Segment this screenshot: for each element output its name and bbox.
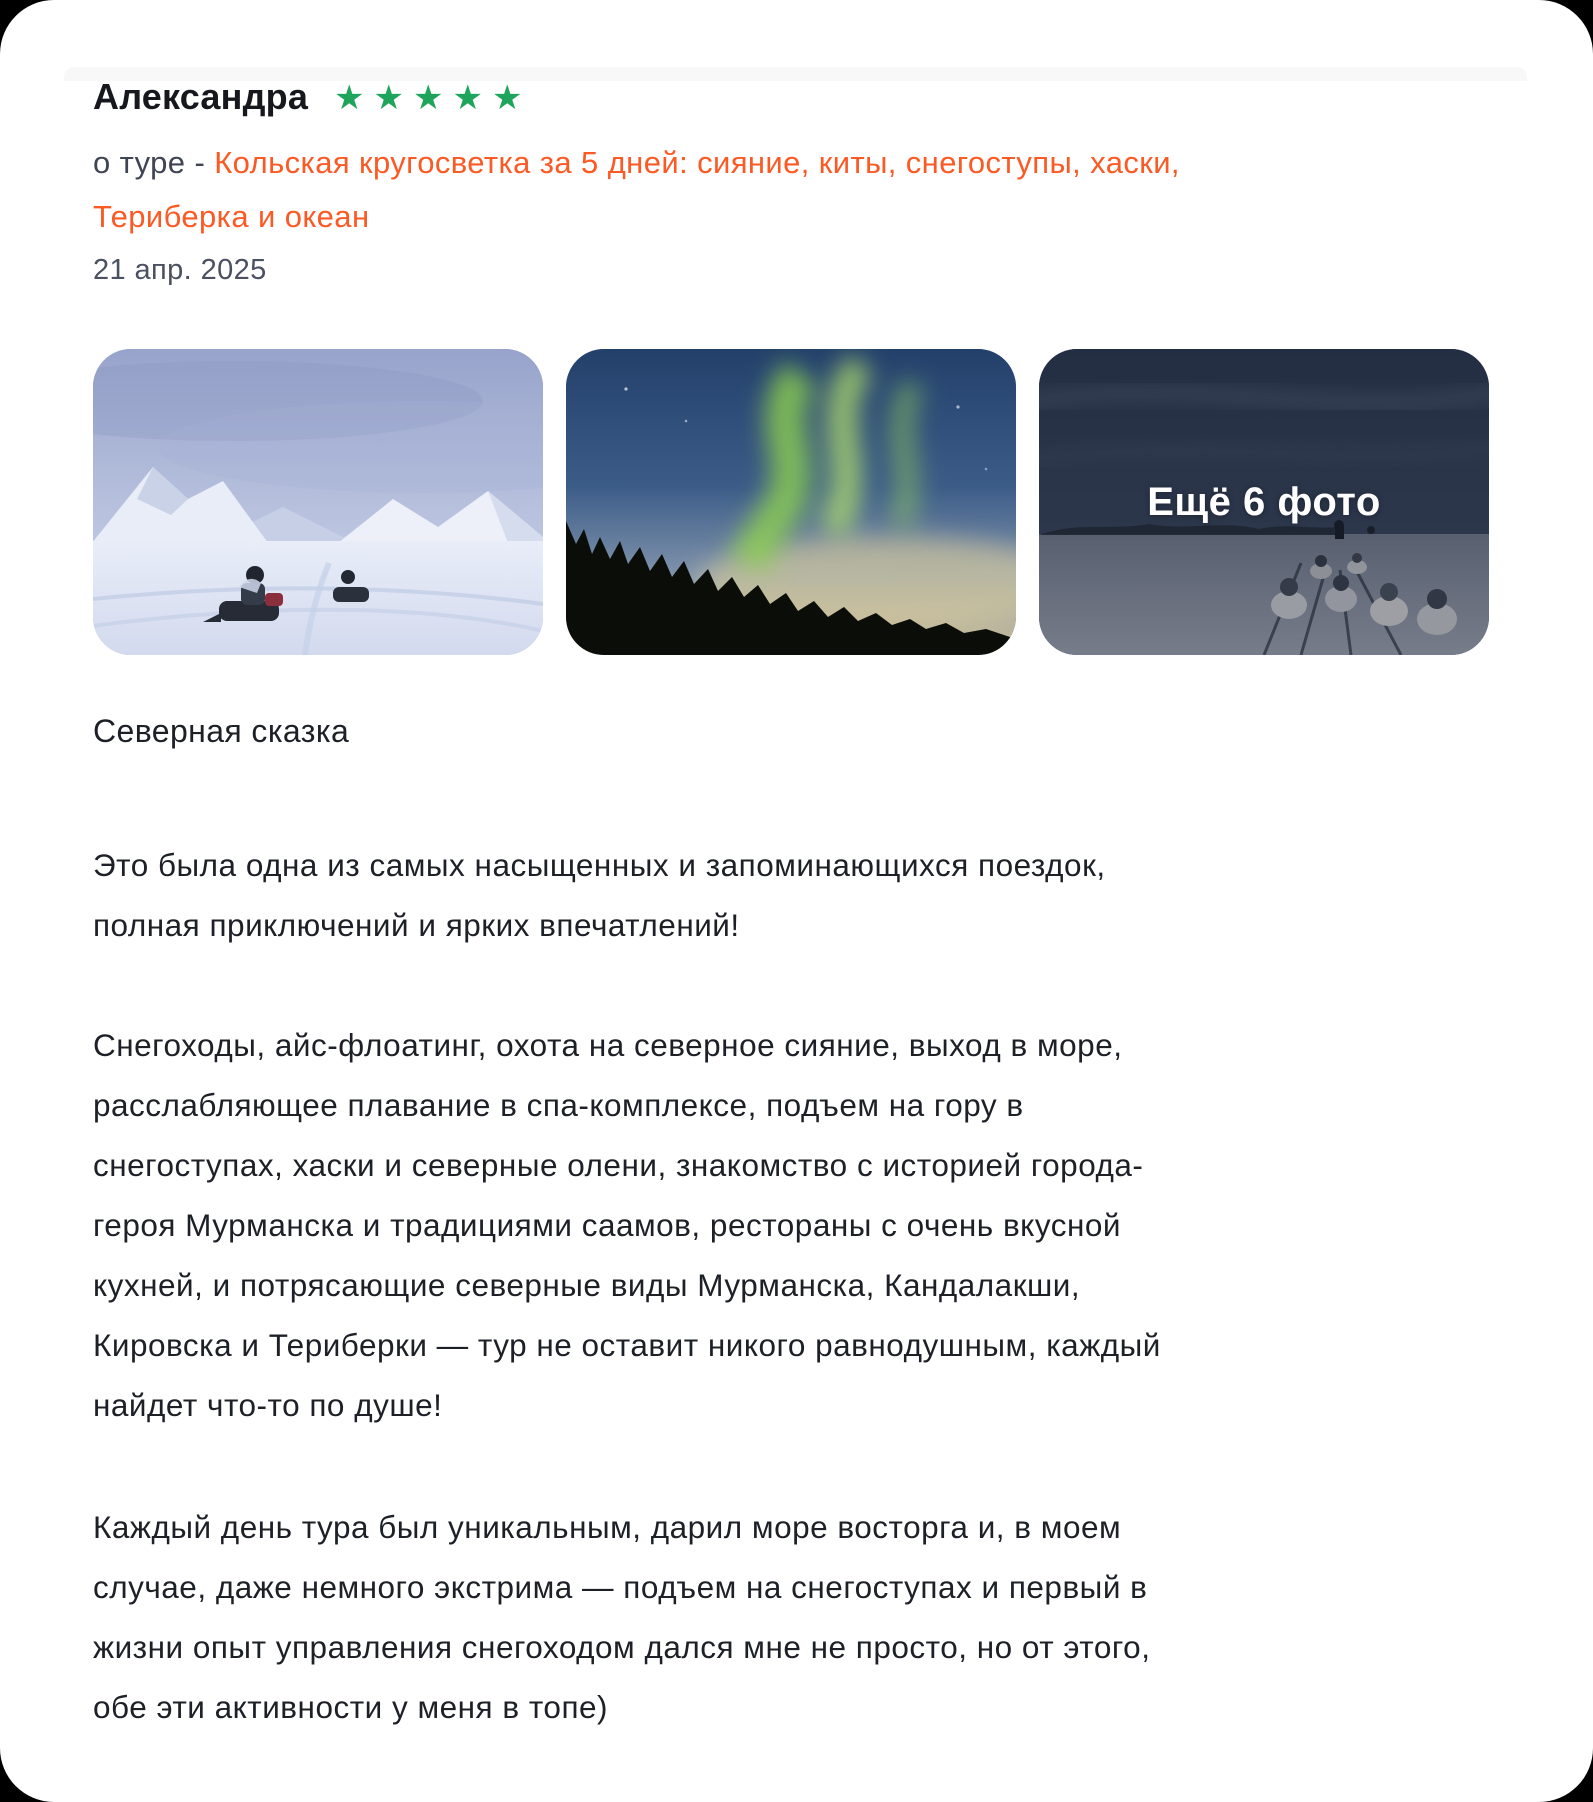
review-header xyxy=(93,0,1500,118)
reviewer-name: Александра xyxy=(93,76,309,117)
review-paragraph: Снегоходы, айс-флоатинг, охота на северное сияние, выход в море, расслабляющее плавание в спа-комплексе, подъем на гору в снегоступах, хаски и северные олени, знакомство с историей города-героя Мурманска и традициями саамов, рестораны с очень вкусной кухней, и потрясающие северные виды Мурманска, Кандалакши, Кировска и Териберки — тур не оставит никого равнодушным, каждый найдет что-то по душе! xyxy=(93,1027,1161,1423)
review-date: 21 апр. 2025 xyxy=(93,254,267,286)
review-paragraph: Это была одна из самых насыщенных и запоминающихся поездок, полная приключений и ярких впечатлений! xyxy=(93,847,1106,943)
review-title: Северная сказка xyxy=(93,713,350,749)
photo-northern-lights[interactable] xyxy=(566,349,1016,655)
photo-husky-sled-more[interactable] xyxy=(1039,349,1489,655)
rating-stars xyxy=(334,79,522,115)
star-icon: ★ xyxy=(373,79,405,117)
star-icon: ★ xyxy=(452,79,483,117)
snowmobiles-photo-illustration xyxy=(93,349,543,655)
star-icon: ★ xyxy=(334,79,365,117)
photo-gallery xyxy=(93,349,1500,655)
photo-snowmobiles[interactable] xyxy=(93,349,543,655)
star-icon: ★ xyxy=(491,79,523,117)
tour-link[interactable]: Кольская кругосветка за 5 дней: сияние, киты, снегоступы, хаски, Териберка и океан xyxy=(93,145,1180,234)
about-tour-label: о туре - xyxy=(93,145,215,180)
more-photos-label[interactable]: Ещё 6 фото xyxy=(1147,479,1381,524)
northern-lights-photo-illustration xyxy=(566,349,1016,655)
tour-line xyxy=(93,136,1243,244)
review-body xyxy=(93,835,1500,1737)
review-paragraph: Каждый день тура был уникальным, дарил море восторга и, в моем случае, даже немного экстрима — подъем на снегоступах и первый в жизни опыт управления снегоходом дался мне не просто, но от этого, обе эти активности у меня в топе) xyxy=(93,1509,1151,1725)
star-icon: ★ xyxy=(413,79,444,117)
